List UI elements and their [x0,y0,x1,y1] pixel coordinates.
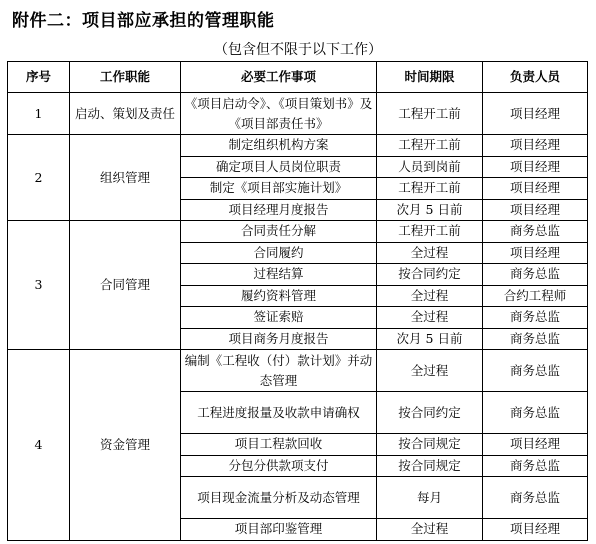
work-function: 合同管理 [70,221,181,350]
person-cell: 项目经理 [483,199,588,221]
task-cell: 履约资料管理 [181,285,377,307]
row-number: 2 [8,135,70,221]
person-cell: 项目经理 [483,242,588,264]
person-cell: 商务总监 [483,328,588,350]
task-cell: 《项目启动令》、《项目策划书》及《项目部责任书》 [181,93,377,135]
person-cell: 商务总监 [483,264,588,286]
row-number: 3 [8,221,70,350]
deadline-cell: 次月 5 日前 [377,328,483,350]
deadline-cell: 工程开工前 [377,178,483,200]
deadline-cell: 按合同约定 [377,392,483,434]
task-cell: 项目经理月度报告 [181,199,377,221]
header-person: 负责人员 [483,62,588,93]
deadline-cell: 每月 [377,477,483,519]
work-function: 启动、策划及责任 [70,93,181,135]
header-function: 工作职能 [70,62,181,93]
person-cell: 商务总监 [483,350,588,392]
work-function: 组织管理 [70,135,181,221]
page-subtitle: （包含但不限于以下工作） [214,42,382,58]
deadline-cell: 全过程 [377,350,483,392]
header-deadline: 时间期限 [377,62,483,93]
deadline-cell: 按合同约定 [377,264,483,286]
deadline-cell: 人员到岗前 [377,156,483,178]
person-cell: 项目经理 [483,156,588,178]
person-cell: 商务总监 [483,455,588,477]
person-cell: 项目经理 [483,135,588,157]
task-cell: 编制《工程收（付）款计划》并动态管理 [181,350,377,392]
deadline-cell: 全过程 [377,307,483,329]
person-cell: 项目经理 [483,93,588,135]
task-cell: 过程结算 [181,264,377,286]
task-cell: 签证索赔 [181,307,377,329]
person-cell: 项目经理 [483,434,588,456]
person-cell: 项目经理 [483,178,588,200]
deadline-cell: 全过程 [377,285,483,307]
header-no: 序号 [8,62,70,93]
deadline-cell: 全过程 [377,242,483,264]
person-cell: 商务总监 [483,221,588,243]
page-title: 附件二：项目部应承担的管理职能 [12,11,275,31]
work-function: 资金管理 [70,350,181,541]
row-number: 4 [8,350,70,541]
task-cell: 项目工程款回收 [181,434,377,456]
table-header-row [8,62,588,93]
header-task: 必要工作事项 [181,62,377,93]
responsibility-table [7,61,588,541]
deadline-cell: 全过程 [377,519,483,541]
deadline-cell: 工程开工前 [377,221,483,243]
person-cell: 商务总监 [483,477,588,519]
deadline-cell: 按合同规定 [377,434,483,456]
task-cell: 合同履约 [181,242,377,264]
person-cell: 项目经理 [483,519,588,541]
table-row [8,135,588,157]
task-cell: 项目现金流量分析及动态管理 [181,477,377,519]
deadline-cell: 按合同规定 [377,455,483,477]
task-cell: 项目商务月度报告 [181,328,377,350]
task-cell: 工程进度报量及收款申请确权 [181,392,377,434]
row-number: 1 [8,93,70,135]
task-cell: 确定项目人员岗位职责 [181,156,377,178]
person-cell: 商务总监 [483,307,588,329]
table-row [8,350,588,392]
deadline-cell: 工程开工前 [377,93,483,135]
task-cell: 分包分供款项支付 [181,455,377,477]
person-cell: 合约工程师 [483,285,588,307]
task-cell: 合同责任分解 [181,221,377,243]
table-row [8,221,588,243]
task-cell: 项目部印鉴管理 [181,519,377,541]
table-row [8,93,588,135]
deadline-cell: 工程开工前 [377,135,483,157]
task-cell: 制定《项目部实施计划》 [181,178,377,200]
deadline-cell: 次月 5 日前 [377,199,483,221]
person-cell: 商务总监 [483,392,588,434]
task-cell: 制定组织机构方案 [181,135,377,157]
table-body [8,93,588,541]
